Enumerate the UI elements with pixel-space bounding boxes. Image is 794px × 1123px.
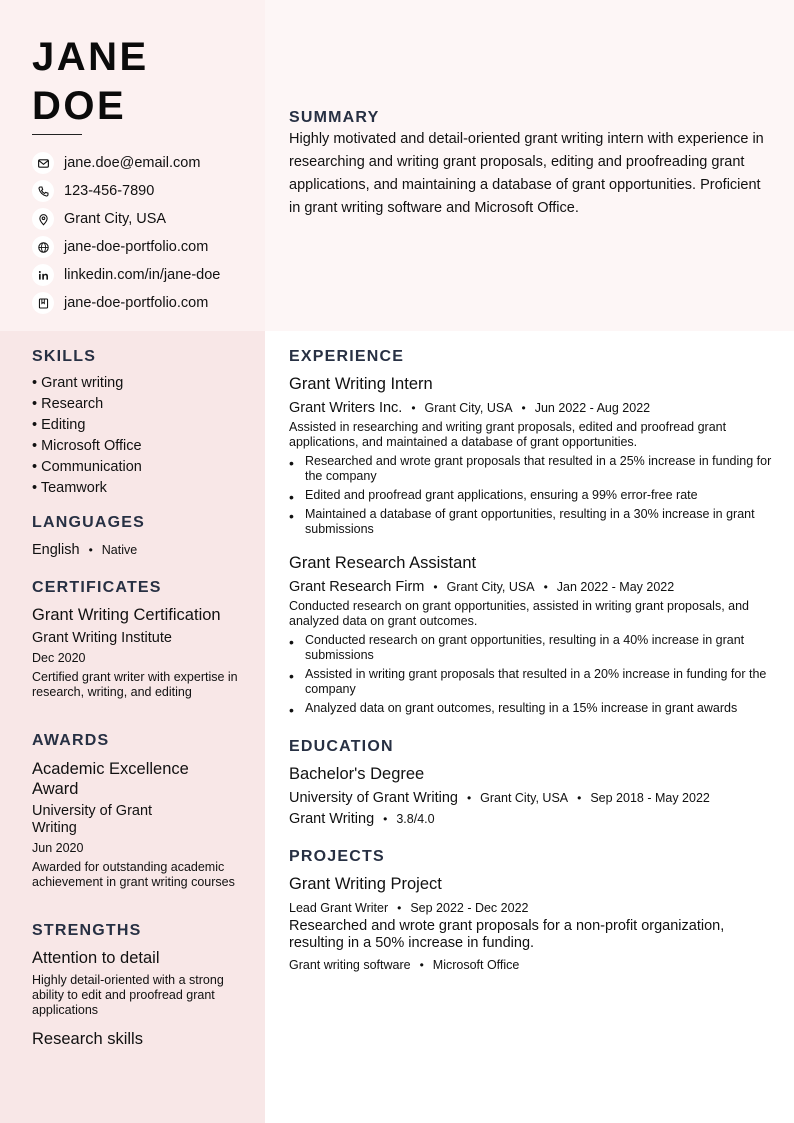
education-degree: Bachelor's Degree (289, 765, 425, 783)
bullet-item: • Maintained a database of grant opportunities, resulting in a 30% increase in grant submissions (289, 507, 774, 537)
job-bullets (289, 454, 774, 541)
certificates-heading: CERTIFICATES (32, 579, 162, 596)
education-dates: Sep 2018 - May 2022 (590, 791, 710, 805)
linkedin-icon (32, 264, 54, 286)
contact-linkedin-text: linkedin.com/in/jane-doe (64, 267, 221, 283)
skills-heading: SKILLS (32, 348, 97, 365)
separator-dot: • (397, 901, 402, 915)
separator-dot: • (543, 580, 548, 594)
list-item: • Grant writing (32, 375, 124, 391)
separator-dot: • (419, 958, 424, 972)
project-meta (289, 899, 528, 917)
bullet-item: • Analyzed data on grant outcomes, resulting in a 15% increase in grant awards (289, 701, 774, 716)
separator-dot: • (411, 401, 416, 415)
contact-linkedin[interactable] (32, 264, 260, 286)
education-heading: EDUCATION (289, 738, 394, 755)
education-meta (289, 789, 710, 807)
job-meta (289, 399, 650, 417)
strength-title: Attention to detail (32, 949, 160, 967)
project-tool: Microsoft Office (432, 958, 520, 972)
certificate-issuer: Grant Writing Institute (32, 630, 172, 646)
contact-location (32, 208, 260, 230)
bullet-item: • Conducted research on grant opportunities, resulting in a 40% increase in grant submissions (289, 633, 774, 663)
list-item: • Research (32, 396, 104, 412)
education-field: Grant Writing (289, 811, 375, 827)
job-dates: Jun 2022 - Aug 2022 (534, 401, 651, 415)
strength-title: Research skills (32, 1030, 143, 1048)
list-item: • Teamwork (32, 480, 107, 496)
contact-phone[interactable] (32, 180, 260, 202)
contact-portfolio-text: jane-doe-portfolio.com (64, 295, 209, 311)
email-icon (32, 152, 54, 174)
experience-heading: EXPERIENCE (289, 348, 405, 365)
certificate-title: Grant Writing Certification (32, 606, 221, 624)
awards-heading: AWARDS (32, 732, 110, 749)
phone-icon (32, 180, 54, 202)
language-name: English (32, 542, 80, 558)
first-name: JANE (32, 35, 149, 79)
bookmark-icon (32, 292, 54, 314)
summary-heading: SUMMARY (289, 109, 380, 126)
education-field-row (289, 810, 435, 828)
award-description: Awarded for outstanding academic achievement in grant writing courses (32, 860, 235, 889)
award-date: Jun 2020 (32, 841, 84, 855)
job-bullets (289, 633, 774, 720)
project-role: Lead Grant Writer (289, 901, 389, 915)
strength-description: Highly detail-oriented with a strong ability to edit and proofread grant applications (32, 973, 224, 1017)
job-meta (289, 578, 674, 596)
bullet-item: • Edited and proofread grant applications, ensuring a 99% error-free rate (289, 488, 774, 503)
strengths-heading: STRENGTHS (32, 922, 142, 939)
separator-dot: • (466, 791, 472, 805)
contact-website[interactable] (32, 236, 260, 258)
job-company: Grant Writers Inc. (289, 400, 403, 416)
education-gpa: 3.8/4.0 (396, 812, 435, 826)
bullet-item: • Researched and wrote grant proposals that resulted in a 25% increase in funding for the company (289, 454, 774, 484)
education-school: University of Grant Writing (289, 790, 458, 806)
location-pin-icon (32, 208, 54, 230)
name-divider (32, 134, 82, 135)
contact-website-text: jane-doe-portfolio.com (64, 239, 209, 255)
job-description: Conducted research on grant opportunities, assisted in writing grant proposals, and analyzed data on grant outcomes. (289, 599, 749, 628)
project-dates: Sep 2022 - Dec 2022 (410, 901, 529, 915)
language-entry (32, 541, 137, 559)
certificate-description: Certified grant writer with expertise in research, writing, and editing (32, 670, 238, 699)
education-location: Grant City, USA (480, 791, 569, 805)
globe-icon (32, 236, 54, 258)
project-tool: Grant writing software (289, 958, 411, 972)
certificate-date: Dec 2020 (32, 651, 86, 665)
job-location: Grant City, USA (424, 401, 513, 415)
award-issuer: University of Grant Writing (32, 803, 153, 836)
contact-email[interactable] (32, 152, 260, 174)
project-description: Researched and wrote grant proposals for a non-profit organization, resulting in a 50% increase in funding. (289, 918, 725, 951)
separator-dot: • (383, 812, 388, 826)
project-title: Grant Writing Project (289, 875, 442, 893)
job-title: Grant Research Assistant (289, 554, 477, 572)
last-name: DOE (32, 84, 127, 128)
list-item: • Communication (32, 459, 142, 475)
separator-dot: • (433, 580, 438, 594)
language-level: Native (101, 543, 138, 557)
job-description: Assisted in researching and writing grant proposals, edited and proofread grant applications, and maintained a database of grant opportunities. (289, 420, 727, 449)
list-item: • Microsoft Office (32, 438, 142, 454)
contact-phone-text: 123-456-7890 (64, 183, 155, 199)
award-title: Academic Excellence Award (32, 760, 189, 798)
separator-dot: • (88, 543, 93, 557)
contact-portfolio[interactable] (32, 292, 260, 314)
summary-text: Highly motivated and detail-oriented grant writing intern with experience in researching and writing grant proposals, editing and proofreading grant applications, and maintaining a database of grant opportunities. Proficient in grant writing software and Microsoft Office. (289, 131, 764, 216)
skills-list (32, 373, 257, 499)
job-title: Grant Writing Intern (289, 375, 433, 393)
project-tools (289, 956, 519, 974)
separator-dot: • (577, 791, 582, 805)
bullet-item: • Assisted in writing grant proposals that resulted in a 20% increase in funding for the company (289, 667, 774, 697)
contact-location-text: Grant City, USA (64, 211, 167, 227)
job-dates: Jan 2022 - May 2022 (556, 580, 675, 594)
projects-heading: PROJECTS (289, 848, 385, 865)
candidate-name (32, 33, 149, 131)
list-item: • Editing (32, 417, 86, 433)
separator-dot: • (521, 401, 526, 415)
contact-email-text: jane.doe@email.com (64, 155, 201, 171)
languages-heading: LANGUAGES (32, 514, 146, 531)
job-location: Grant City, USA (446, 580, 535, 594)
job-company: Grant Research Firm (289, 579, 425, 595)
